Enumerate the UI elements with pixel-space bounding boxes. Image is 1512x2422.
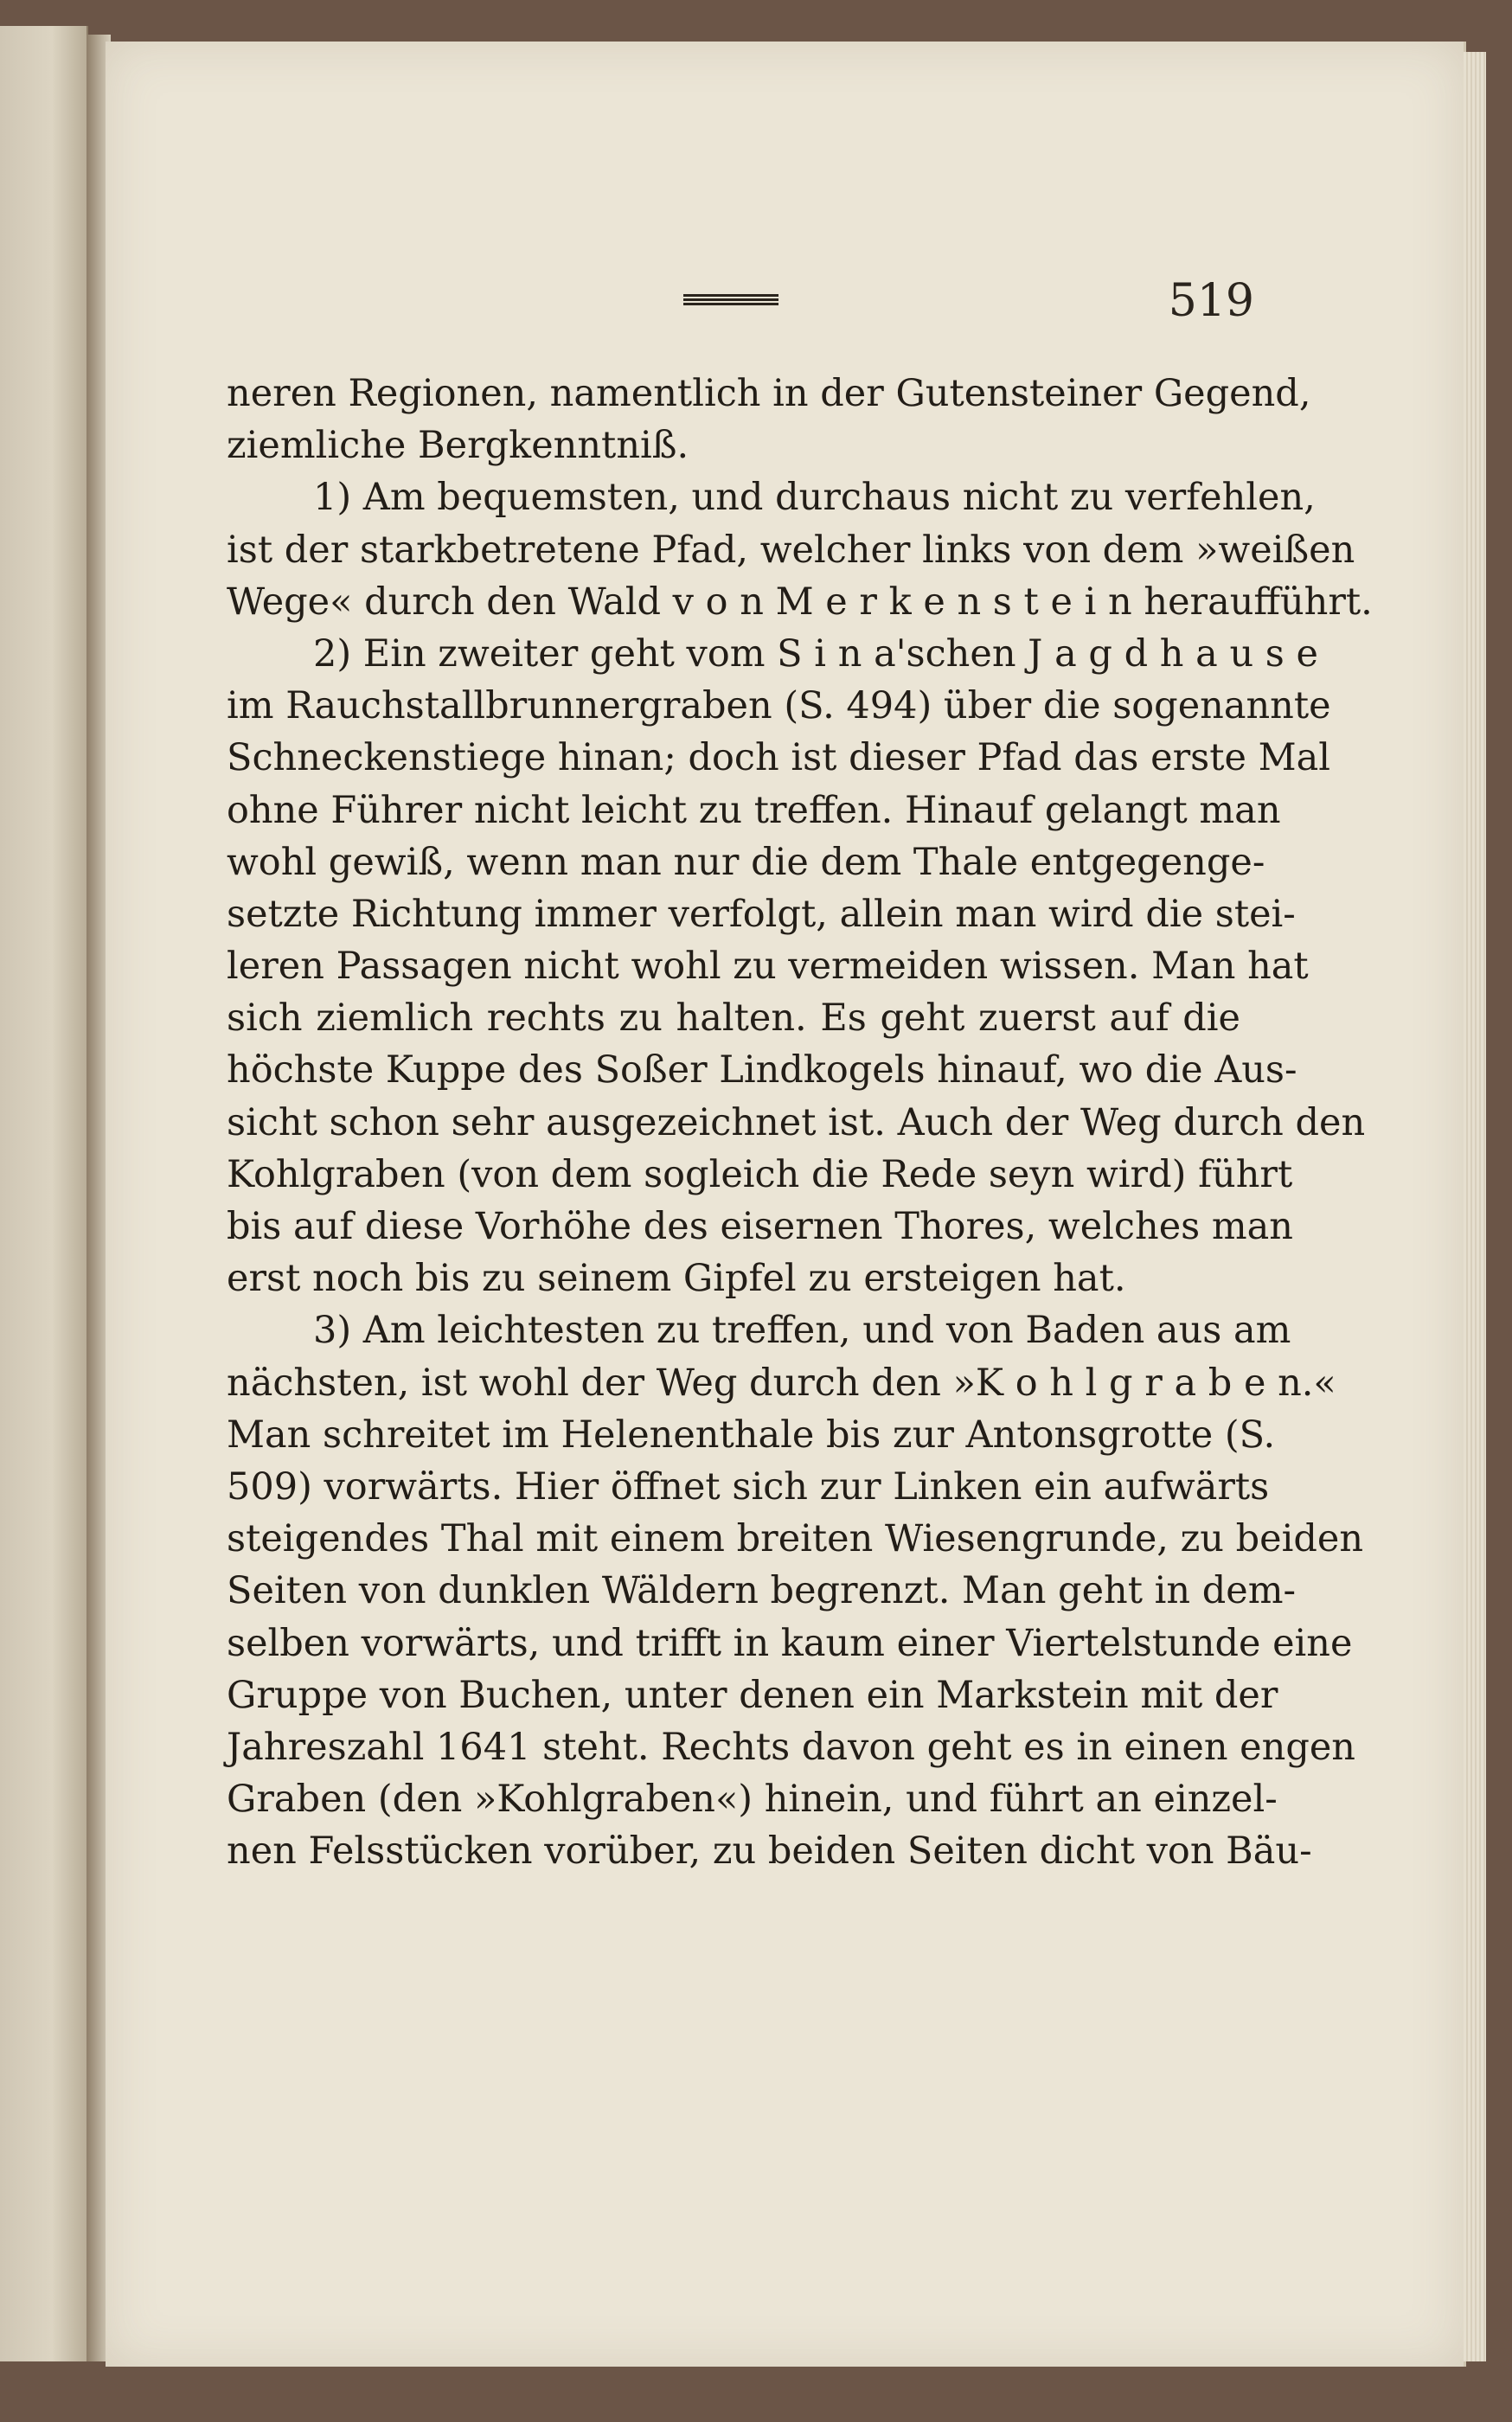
text-line: sich ziemlich rechts zu halten. Es geht zuerst auf die [227,996,1240,1041]
text-line: erst noch bis zu seinem Gipfel zu ersteigen hat. [227,1257,1126,1301]
text-line: nächsten, ist wohl der Weg durch den »K o h l g r a b e n.« [227,1361,1336,1405]
text-line: ist der starkbetretene Pfad, welcher links von dem »weißen [227,528,1355,572]
text-line: neren Regionen, namentlich in der Gutensteiner Gegend, [227,372,1311,415]
text-line: Gruppe von Buchen, unter denen ein Markstein mit der [227,1673,1278,1717]
left-page-edge [0,26,88,2361]
page-number: 519 [1168,275,1254,327]
text-line: leren Passagen nicht wohl zu vermeiden wissen. Man hat [227,945,1309,989]
text-line: Jahreszahl 1641 steht. Rechts davon geht es in einen engen [227,1725,1355,1769]
text-line: bis auf diese Vorhöhe des eisernen Thores, welches man [227,1205,1293,1248]
text-line: wohl gewiß, wenn man nur die dem Thale entgegenge- [227,840,1265,884]
text-line: 2) Ein zweiter geht vom S i n a'schen J a g d h a u s e [313,631,1318,676]
text-line: im Rauchstallbrunnergraben (S. 494) über die sogenannte [227,684,1331,728]
body-text [227,368,1373,1877]
text-line: Seiten von dunklen Wäldern begrenzt. Man geht in dem- [227,1569,1297,1613]
text-line: selben vorwärts, und trifft in kaum einer Viertelstunde eine [227,1621,1353,1665]
text-line: setzte Richtung immer verfolgt, allein man wird die stei- [227,892,1296,936]
text-line: 509) vorwärts. Hier öffnet sich zur Linken ein aufwärts [227,1464,1270,1509]
header-ornament-rule [683,294,778,306]
text-line: nen Felsstücken vorüber, zu beiden Seiten dicht von Bäu- [227,1829,1312,1874]
text-line: 3) Am leichtesten zu treffen, und von Baden aus am [313,1309,1291,1353]
text-line: ziemliche Bergkenntniß. [227,424,689,468]
text-line: 1) Am bequemsten, und durchaus nicht zu verfehlen, [313,476,1316,520]
text-line: Wege« durch den Wald v o n M e r k e n s t e i n heraufführt. [227,580,1373,624]
text-line: Graben (den »Kohlgraben«) hinein, und führt an einzel- [227,1778,1278,1822]
page-edges [1464,52,1486,2361]
text-line: höchste Kuppe des Soßer Lindkogels hinauf, wo die Aus- [227,1048,1297,1092]
text-line: steigendes Thal mit einem breiten Wiesengrunde, zu beiden [227,1517,1364,1561]
text-line: ohne Führer nicht leicht zu treffen. Hinauf gelangt man [227,788,1281,832]
text-line: Schneckenstiege hinan; doch ist dieser Pfad das erste Mal [227,736,1331,780]
text-line: Kohlgraben (von dem sogleich die Rede seyn wird) führt [227,1152,1293,1196]
text-line: sicht schon sehr ausgezeichnet ist. Auch der Weg durch den [227,1100,1366,1144]
text-line: Man schreitet im Helenenthale bis zur Antonsgrotte (S. [227,1413,1276,1457]
